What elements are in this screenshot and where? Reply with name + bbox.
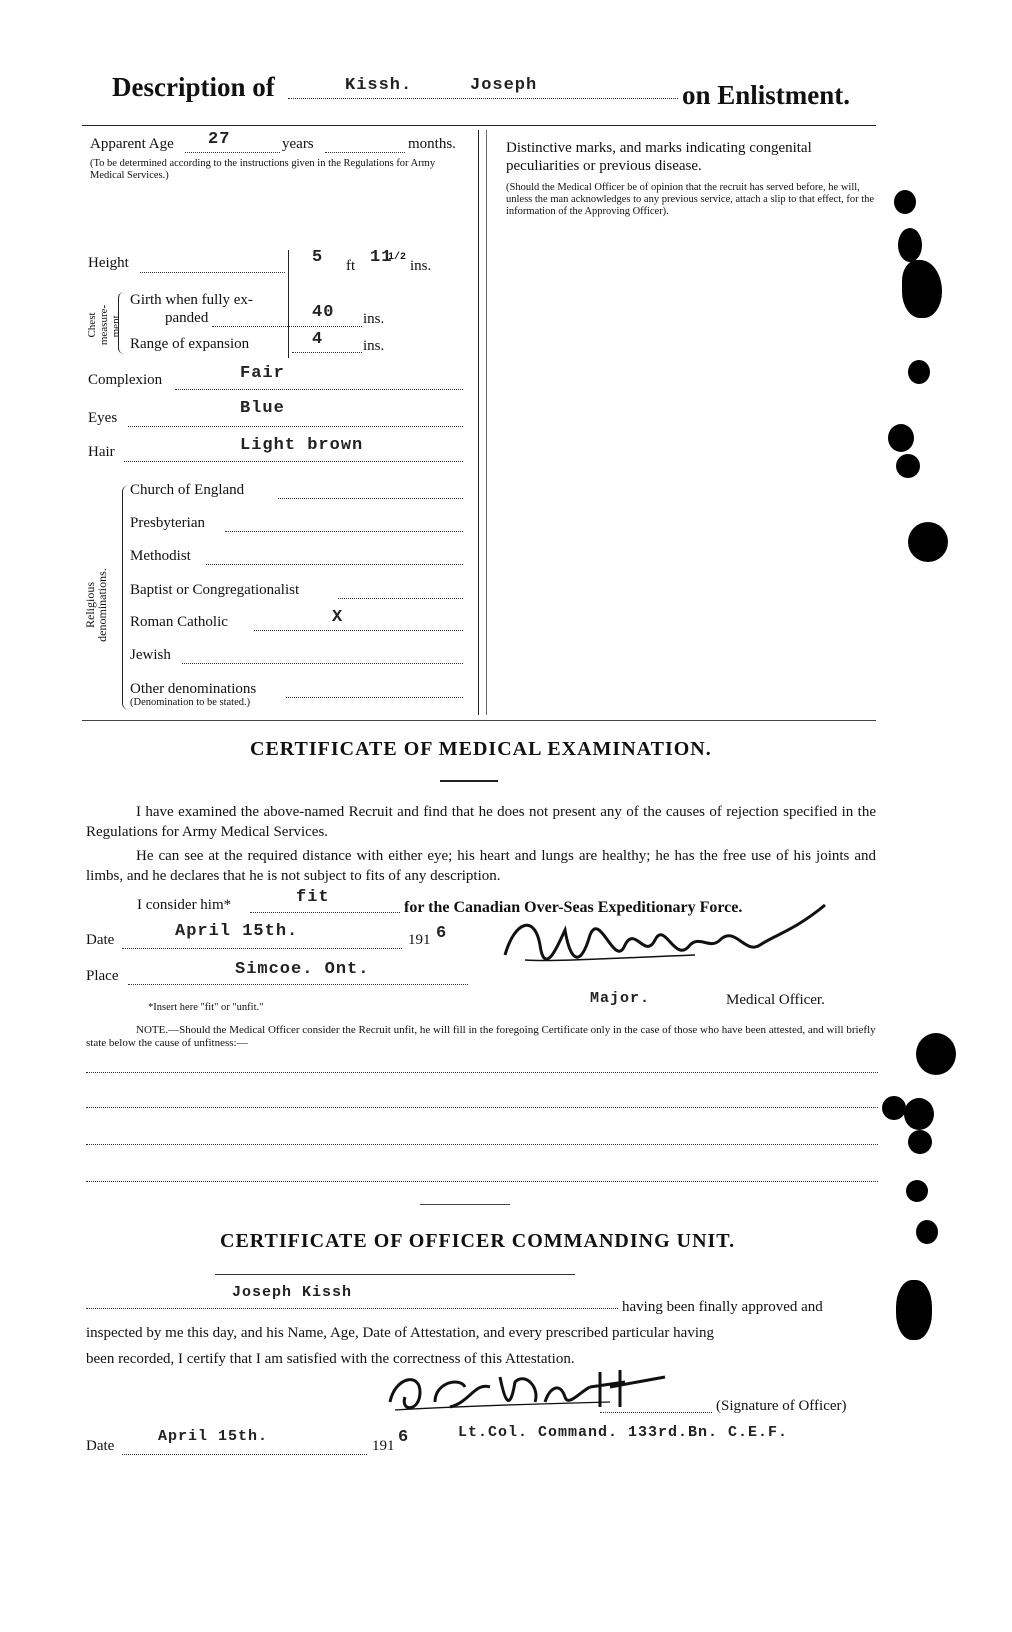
punch-hole-blot <box>916 1220 938 1244</box>
commanding-date-dots <box>122 1454 367 1455</box>
ft-label: ft <box>346 258 356 274</box>
unfit-line-4 <box>86 1181 878 1182</box>
range-value: 4 <box>312 330 324 349</box>
punch-hole-blot <box>904 1098 934 1130</box>
medical-date-label: Date <box>86 932 115 948</box>
punch-hole-blot <box>916 1033 956 1075</box>
eyes-dots <box>128 426 463 427</box>
religion-dots-5 <box>182 663 463 664</box>
religion-dots-4 <box>254 630 463 631</box>
unfit-note: NOTE.—Should the Medical Officer consider the Recruit unfit, he will fill in the foregoing Certificate only in the case of those who have been attested, and will briefly state below the cause of unfitness:— <box>86 1024 876 1049</box>
punch-hole-blot <box>908 522 948 562</box>
medical-officer-signature <box>495 900 840 995</box>
months-dots <box>325 152 405 153</box>
height-ins-label: ins. <box>410 258 432 274</box>
signature-label: (Signature of Officer) <box>716 1398 847 1414</box>
girth-ins-label: ins. <box>363 311 385 327</box>
recruit-name-value: Joseph Kissh <box>232 1284 353 1301</box>
range-dots <box>292 352 362 353</box>
religion-side-label: Religious denominations. <box>83 568 109 642</box>
height-divider <box>288 250 289 358</box>
apparent-age-label: Apparent Age <box>90 136 174 152</box>
height-label: Height <box>88 255 129 271</box>
header-title-prefix: Description of <box>112 72 275 102</box>
religion-jewish: Jewish <box>130 647 171 663</box>
medical-heading: CERTIFICATE OF MEDICAL EXAMINATION. <box>250 738 712 760</box>
height-ins-value: 11 <box>370 248 393 267</box>
commanding-heading: CERTIFICATE OF OFFICER COMMANDING UNIT. <box>220 1230 736 1252</box>
section-rule-1 <box>82 720 876 721</box>
medical-heading-rule <box>440 780 498 782</box>
complexion-label: Complexion <box>88 372 163 388</box>
denomination-note: (Denomination to be stated.) <box>130 697 251 708</box>
punch-hole-blot <box>888 424 914 452</box>
distinctive-heading: Distinctive marks, and marks indicating congenital peculiarities or previous disease. <box>506 140 812 174</box>
unfit-line-3 <box>86 1144 878 1145</box>
girth-label-2: panded <box>165 310 209 326</box>
age-years-value: 27 <box>208 130 231 149</box>
medical-date-dots <box>122 948 402 949</box>
commanding-date-value: April 15th. <box>158 1428 269 1445</box>
girth-label-1: Girth when fully ex- <box>130 292 253 308</box>
punch-hole-blot <box>896 1280 932 1340</box>
punch-hole-blot <box>896 454 920 478</box>
hair-dots <box>124 461 463 462</box>
religion-dots-1 <box>225 531 463 532</box>
range-label: Range of expansion <box>130 336 250 352</box>
punch-hole-blot <box>882 1096 906 1120</box>
column-divider-2 <box>486 130 487 715</box>
header-title-suffix: on Enlistment. <box>682 80 851 110</box>
column-divider <box>478 130 479 715</box>
age-dots <box>185 152 280 153</box>
signature-dots <box>600 1412 712 1413</box>
recruit-name-dots <box>86 1308 618 1309</box>
religion-roman-catholic-mark: X <box>332 608 344 627</box>
commanding-line-3: been recorded, I certify that I am satisfied with the correctness of this Attestation. <box>86 1351 575 1367</box>
height-ft-value: 5 <box>312 248 324 267</box>
medical-rank-value: Major. <box>590 990 651 1007</box>
header-given-name: Joseph <box>470 76 538 95</box>
religion-dots-0 <box>278 498 463 499</box>
medical-para-1: I have examined the above-named Recruit and find that he does not present any of the causes of rejection specified in the Regulations for Army Medical Services. <box>86 804 876 840</box>
chest-brace <box>118 292 125 354</box>
religion-dots-2 <box>206 564 463 565</box>
insert-note: *Insert here "fit" or "unfit." <box>148 1002 264 1013</box>
place-label: Place <box>86 968 119 984</box>
years-label: years <box>282 136 314 152</box>
unfit-line-2 <box>86 1107 878 1108</box>
religion-methodist: Methodist <box>130 548 191 564</box>
eyes-label: Eyes <box>88 410 118 426</box>
religion-church-of-england: Church of England <box>130 482 245 498</box>
commanding-year-prefix: 191 <box>372 1438 395 1454</box>
punch-hole-blot <box>908 360 930 384</box>
age-note: (To be determined according to the instructions given in the Regulations for Army Medical Services.) <box>90 158 436 181</box>
eyes-value: Blue <box>240 399 285 418</box>
height-dots <box>140 272 285 273</box>
fit-dots <box>250 912 400 913</box>
medical-date-value: April 15th. <box>175 922 299 941</box>
chest-side-label: Chest measure- ment. <box>86 304 122 346</box>
hair-value: Light brown <box>240 436 364 455</box>
header-name-dots <box>288 98 678 99</box>
range-ins-label: ins. <box>363 338 385 354</box>
religion-baptist: Baptist or Congregationalist <box>130 582 300 598</box>
header-surname: Kissh. <box>345 76 413 95</box>
punch-hole-blot <box>908 1130 932 1154</box>
section-rule-2 <box>420 1204 510 1205</box>
punch-hole-blot <box>906 1180 928 1202</box>
religion-other: Other denominations <box>130 681 257 697</box>
commanding-rank-value: Lt.Col. Command. 133rd.Bn. C.E.F. <box>458 1424 789 1441</box>
punch-hole-blot <box>902 260 942 318</box>
months-label: months. <box>408 136 456 152</box>
height-fraction: 1/2 <box>388 252 407 263</box>
commanding-line-2: inspected by me this day, and his Name, Age, Date of Attestation, and every prescribed particular having <box>86 1325 715 1341</box>
commanding-line-1-tail: having been finally approved and <box>622 1299 823 1315</box>
girth-dots <box>212 326 362 327</box>
religion-brace <box>122 485 129 710</box>
commanding-name-top-rule <box>215 1274 575 1275</box>
religion-presbyterian: Presbyterian <box>130 515 205 531</box>
medical-officer-label: Medical Officer. <box>726 992 825 1008</box>
force-label: for the Canadian Over-Seas Expeditionary Force. <box>404 899 743 916</box>
complexion-value: Fair <box>240 364 285 383</box>
distinctive-note: (Should the Medical Officer be of opinion that the recruit has served before, he will, unless the man acknowledges to any previous service, attach a slip to that effect, for the information of the Approving Officer). <box>506 182 875 217</box>
hair-label: Hair <box>88 444 115 460</box>
fit-value: fit <box>296 888 330 907</box>
girth-value: 40 <box>312 303 335 322</box>
consider-label: I consider him* <box>137 897 232 913</box>
unfit-line-1 <box>86 1072 878 1073</box>
medical-year-prefix: 191 <box>408 932 431 948</box>
complexion-dots <box>175 389 463 390</box>
place-value: Simcoe. Ont. <box>235 960 370 979</box>
religion-dots-3 <box>338 598 463 599</box>
medical-para-2: He can see at the required distance with either eye; his heart and lungs are healthy; he has the free use of his joints and limbs, and he declares that he is not subject to fits of any description. <box>86 848 876 884</box>
religion-roman-catholic: Roman Catholic <box>130 614 228 630</box>
commanding-date-label: Date <box>86 1438 115 1454</box>
punch-hole-blot <box>894 190 916 214</box>
place-dots <box>128 984 468 985</box>
punch-hole-blot <box>898 228 922 262</box>
header-rule <box>82 125 876 126</box>
medical-year-digit: 6 <box>436 924 448 943</box>
commanding-officer-signature <box>380 1362 680 1422</box>
commanding-year-digit: 6 <box>398 1428 410 1447</box>
